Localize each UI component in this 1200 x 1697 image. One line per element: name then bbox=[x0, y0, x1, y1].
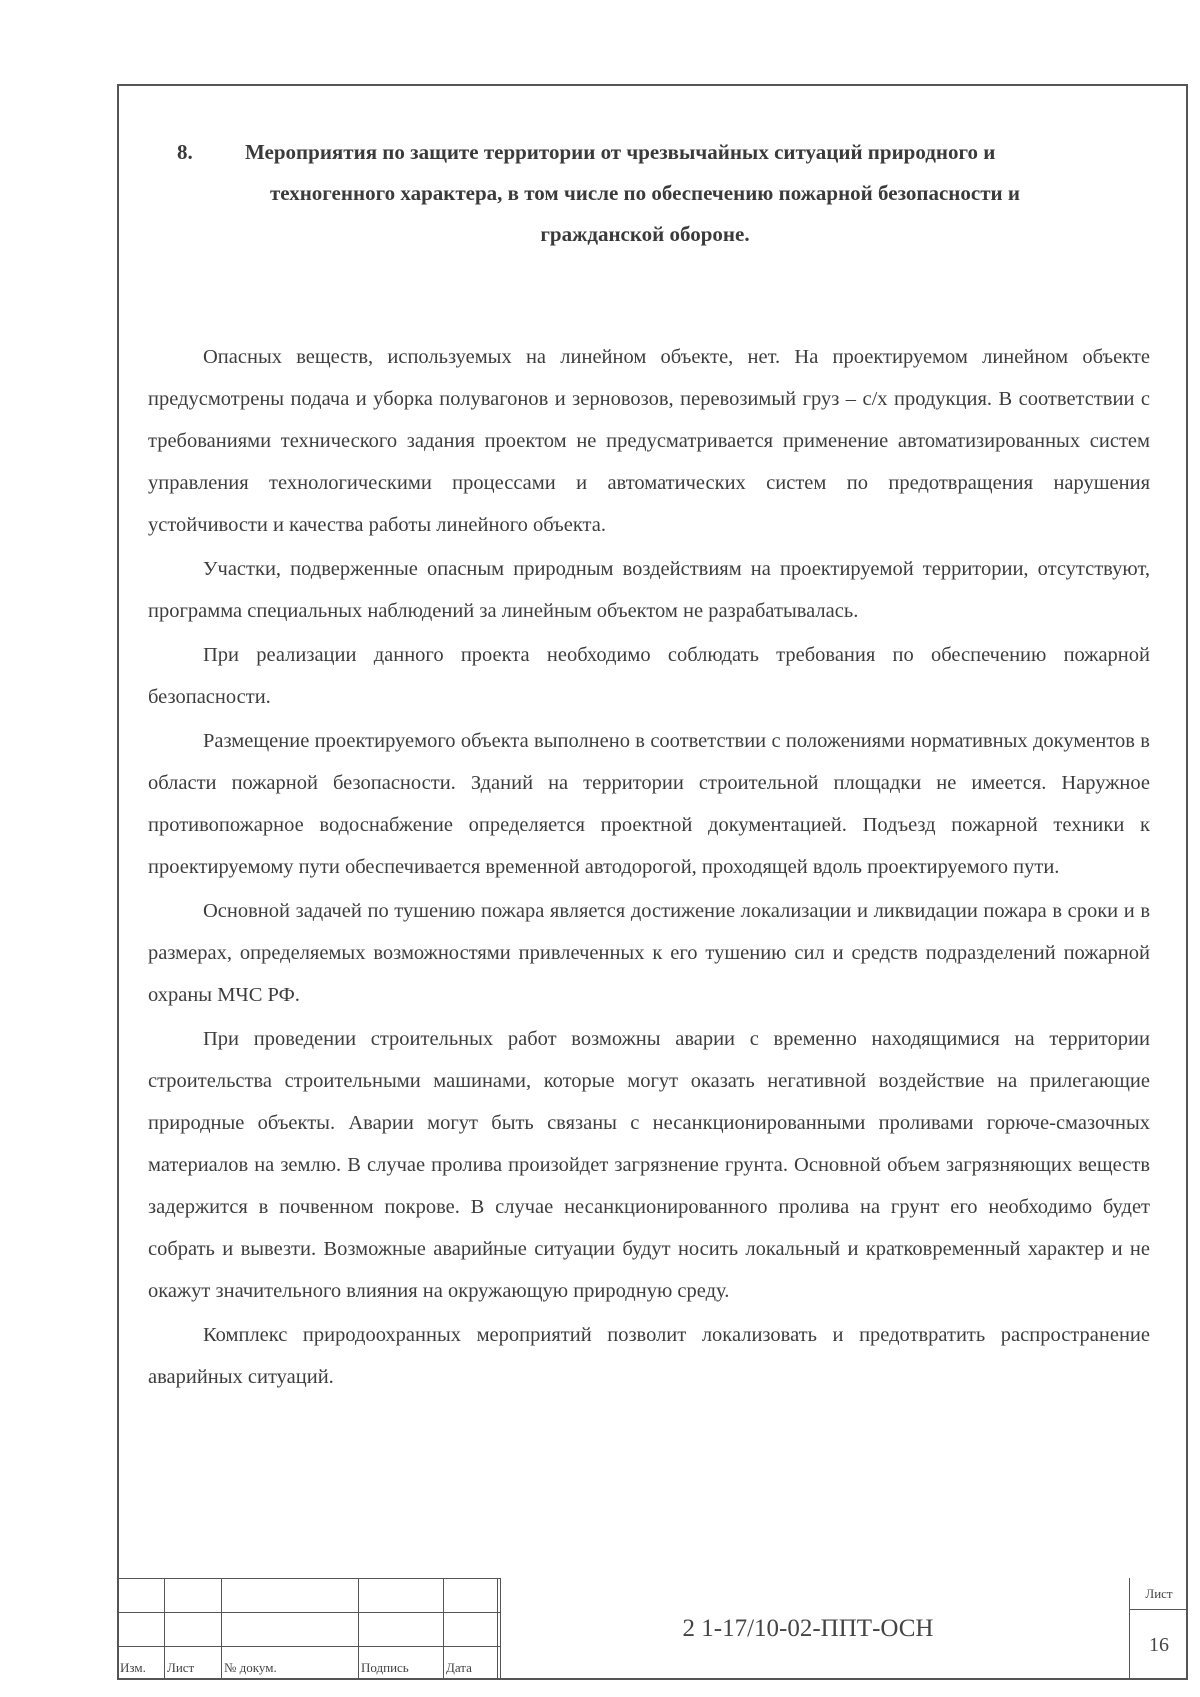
paragraph: При реализации данного проекта необходимо соблюдать требования по обеспечению пожарной безопасности. bbox=[148, 644, 1150, 708]
sheet-box bbox=[1129, 1578, 1188, 1680]
document-code: 2 1-17/10-02-ППТ-ОСН bbox=[497, 1578, 1118, 1680]
paragraph: Участки, подверженные опасным природным воздействиям на проектируемой территории, отсутствуют, программа специальных наблюдений за линейным объектом не разрабатывалась. bbox=[148, 558, 1150, 622]
paragraph: Основной задачей по тушению пожара является достижение локализации и ликвидации пожара в сроки и в размерах, определяемых возможностями привлеченных к его тушению сил и средств подразделений пожарной охраны МЧС РФ. bbox=[148, 900, 1150, 1006]
col-doc-label: № докум. bbox=[222, 1647, 359, 1679]
section-heading bbox=[145, 132, 1145, 255]
paragraph: Опасных веществ, используемых на линейном объекте, нет. На проектируемом линейном объекте предусмотрены подача и уборка полувагонов и зерновозов, перевозимый груз – с/х продукция. В соответствии с требованиями технического задания проектом не предусматривается применение автоматизированных систем управления технологическими процессами и автоматических систем по предотвращения нарушения устойчивости и качества работы линейного объекта. bbox=[148, 346, 1150, 536]
heading-line-1: Мероприятия по защите территории от чрезвычайных ситуаций природного и bbox=[245, 140, 996, 164]
col-list-label: Лист bbox=[165, 1647, 222, 1679]
revision-table bbox=[117, 1578, 501, 1679]
paragraph: При проведении строительных работ возможны аварии с временно находящимися на территории строительства строительными машинами, которые могут оказать негативной воздействие на прилегающие природные объекты. Аварии могут быть связаны с несанкционированными проливами горюче-смазочных материалов на землю. В случае пролива произойдет загрязнение грунта. Основной объем загрязняющих веществ задержится в почвенном покрове. В случае несанкционированного пролива на грунт его необходимо будет собрать и вывезти. Возможные аварийные ситуации будут носить локальный и кратковременный характер и не окажут значительного влияния на окружающую природную среду. bbox=[148, 1028, 1150, 1302]
col-date-label: Дата bbox=[444, 1647, 501, 1679]
section-number: 8. bbox=[177, 140, 193, 164]
heading-line-3: гражданской обороне. bbox=[540, 222, 750, 246]
paragraph: Размещение проектируемого объекта выполнено в соответствии с положениями нормативных документов в области пожарной безопасности. Зданий на территории строительной площадки не имеется. Наружное противопожарное водоснабжение определяется проектной документацией. Подъезд пожарной техники к проектируемому пути обеспечивается временной автодорогой, проходящей вдоль проектируемого пути. bbox=[148, 730, 1150, 878]
title-block bbox=[117, 1578, 1188, 1680]
col-izm-label: Изм. bbox=[118, 1647, 165, 1679]
col-sign-label: Подпись bbox=[359, 1647, 444, 1679]
sheet-number: 16 bbox=[1149, 1634, 1169, 1656]
document-body bbox=[148, 336, 1150, 1400]
heading-line-2: техногенного характера, в том числе по обеспечению пожарной безопасности и bbox=[269, 181, 1020, 205]
sheet-label: Лист bbox=[1130, 1578, 1188, 1610]
paragraph: Комплекс природоохранных мероприятий позволит локализовать и предотвратить распространение аварийных ситуаций. bbox=[148, 1324, 1150, 1388]
